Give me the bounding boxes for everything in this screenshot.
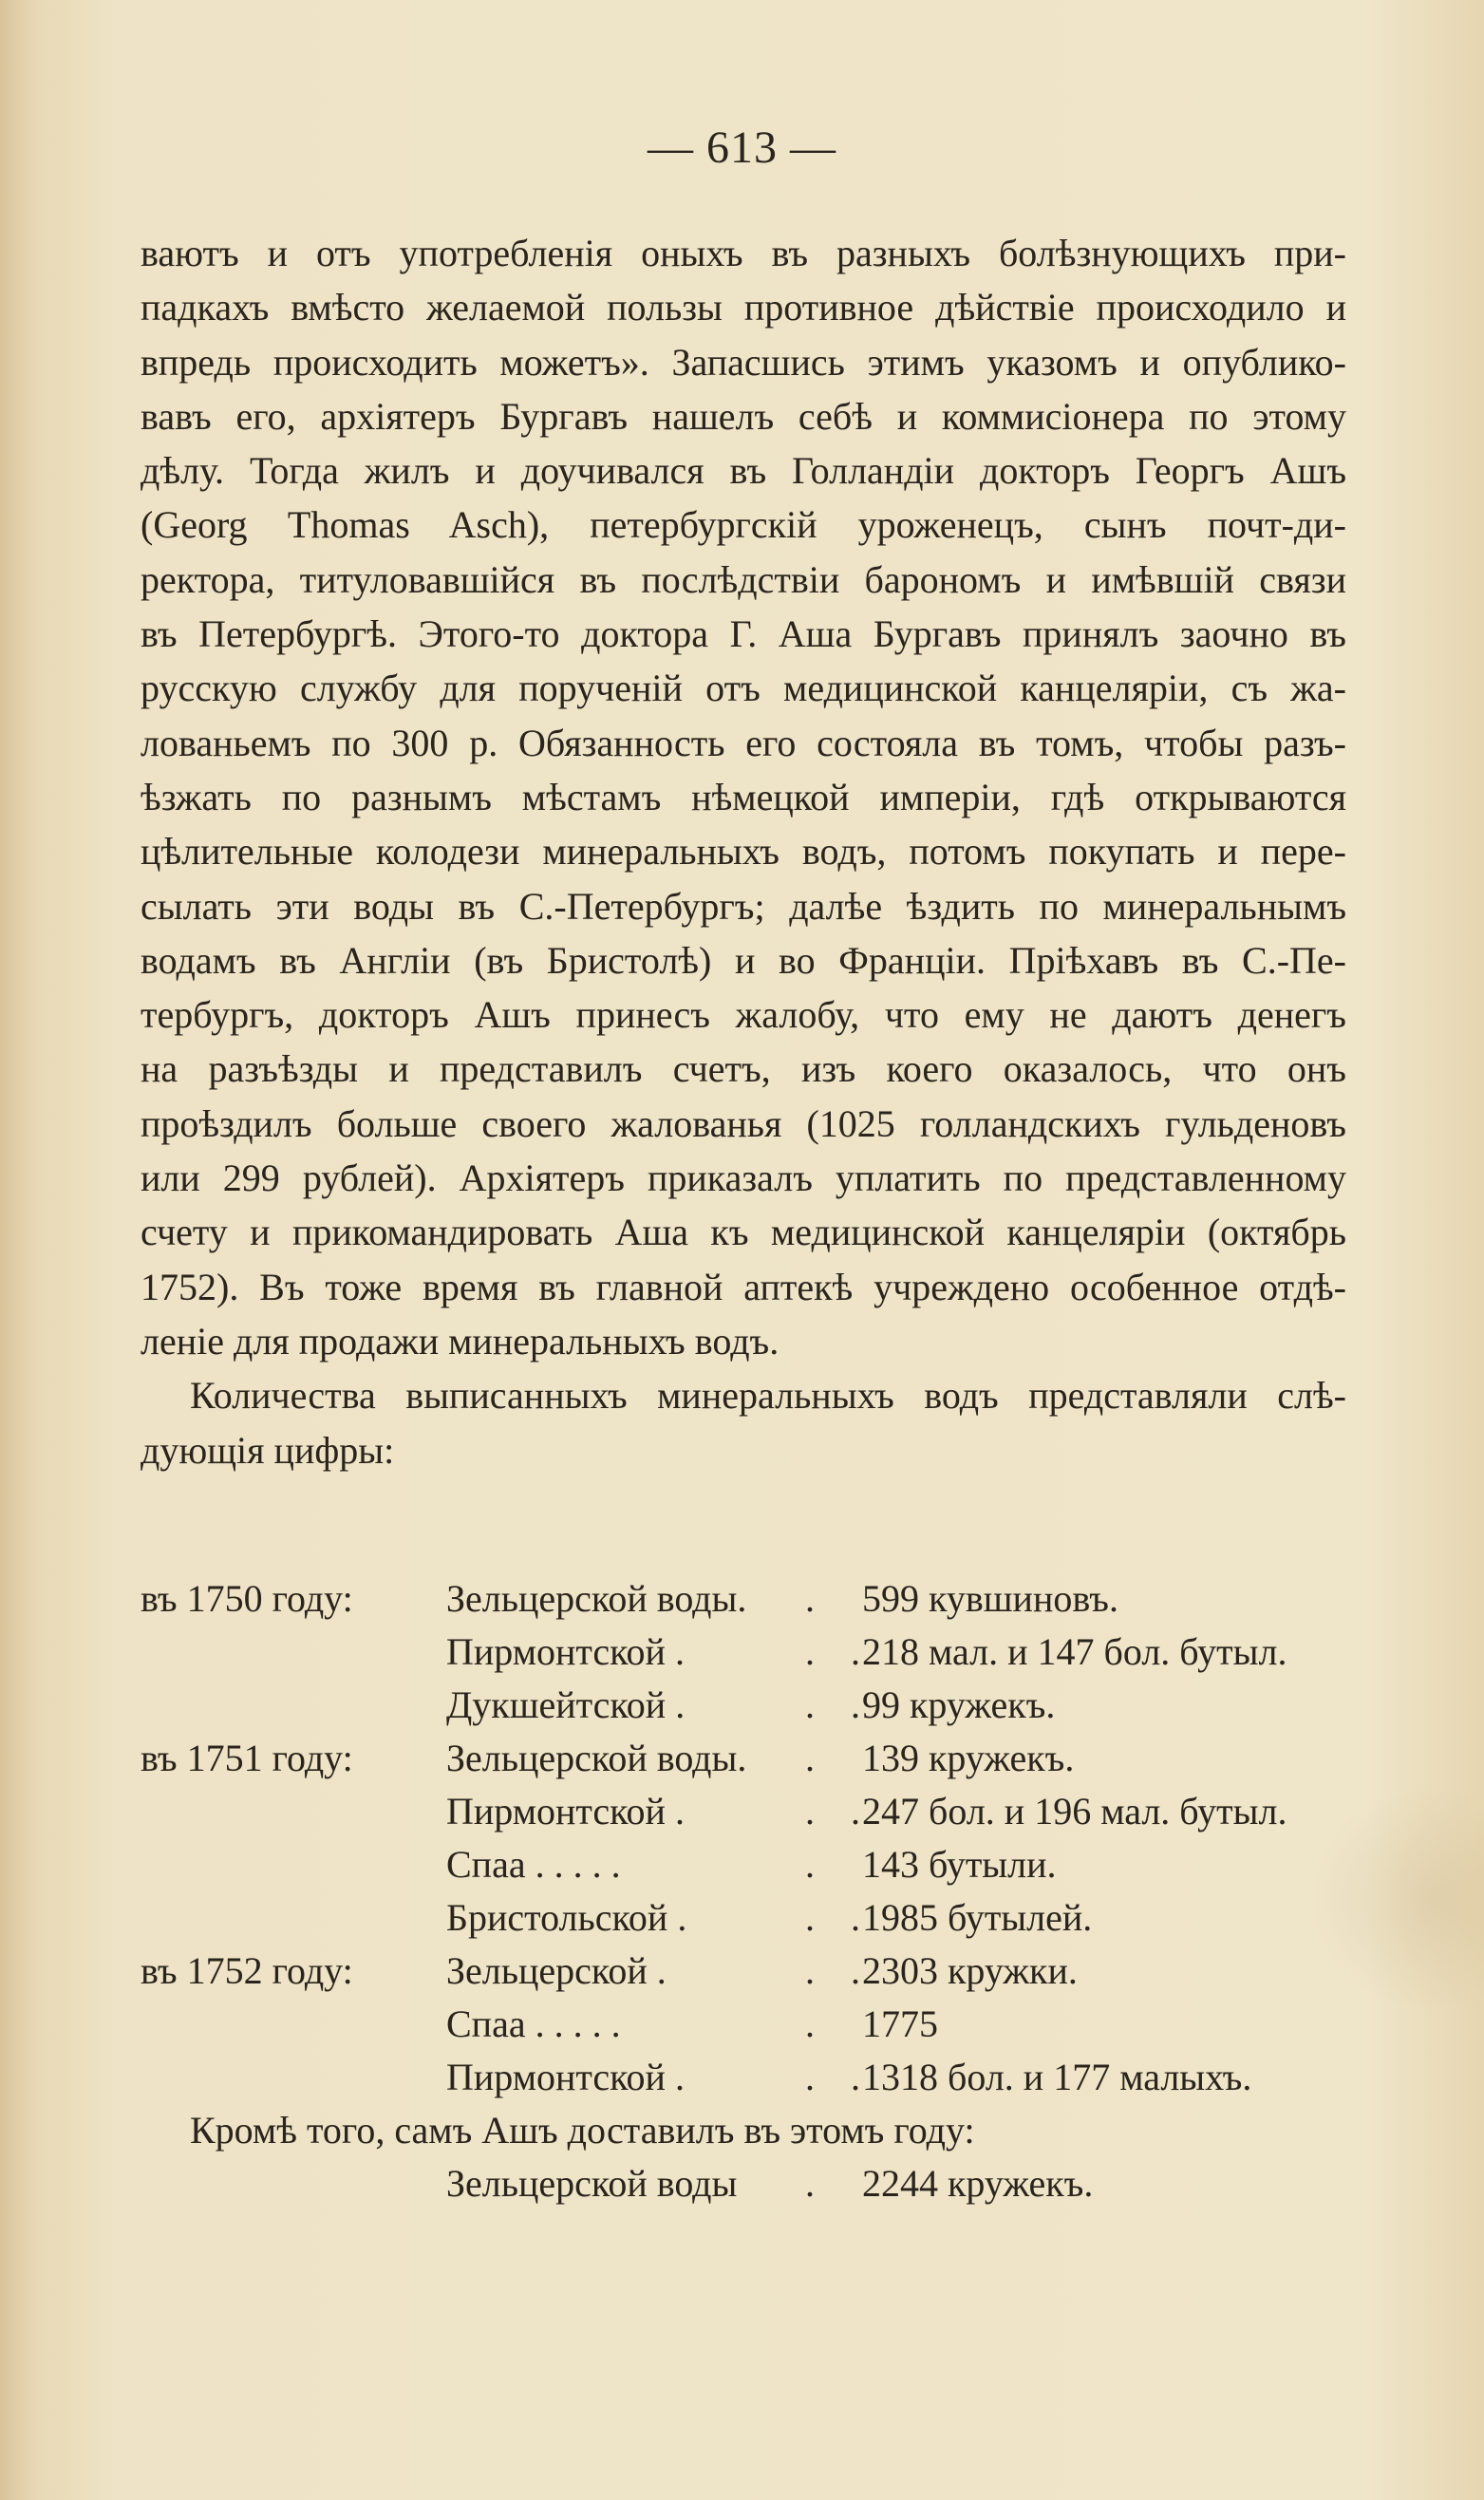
cell-water: Пирмонтской . — [446, 1790, 685, 1833]
cell-year: въ 1752 году: — [141, 1949, 353, 1992]
text-line: счету и прикомандировать Аша къ медицинской канцеляріи (октябрь — [141, 1211, 1346, 1254]
cell-water: Зельцерской . — [446, 1949, 667, 1992]
cell-qty: 2303 кружки. — [862, 1949, 1078, 1992]
text-line: 1752). Въ тоже время въ главной аптекѣ учреждено особенное отдѣ- — [141, 1265, 1346, 1308]
body-text — [141, 226, 1346, 1477]
cell-dots: . — [805, 1843, 828, 1886]
cell-dots: . — [805, 1737, 828, 1779]
table-row — [141, 1736, 1346, 1789]
cell-water: Пирмонтской . — [446, 1630, 685, 1673]
text-line: леніе для продажи минеральныхъ водъ. — [141, 1319, 780, 1363]
cell-dots: . . — [805, 1896, 873, 1939]
text-line: Количества выписанныхъ минеральныхъ водъ представляли слѣ- — [190, 1374, 1346, 1418]
text-line: водамъ въ Англіи (въ Бристолѣ) и во Франціи. Пріѣхавъ въ С.-Пе- — [141, 938, 1346, 982]
text-line: цѣлительные колодези минеральныхъ водъ, потомъ покупать и пере- — [141, 830, 1346, 874]
table-row — [141, 1682, 1346, 1736]
text-line: или 299 рублей). Архіятеръ приказалъ уплатить по представленному — [141, 1156, 1346, 1200]
text-line: падкахъ вмѣсто желаемой пользы противное дѣйствіе происходило и — [141, 286, 1346, 329]
table-row — [141, 2002, 1346, 2055]
text-line: лованьемъ по 300 р. Обязанность его состояла въ томъ, чтобы разъ- — [141, 721, 1346, 764]
cell-qty: 143 бутыли. — [862, 1843, 1057, 1886]
table-row — [141, 2055, 1346, 2108]
cell-dots: . . — [805, 1949, 873, 1992]
page-number: — 613 — — [648, 122, 836, 173]
cell-water: Пирмонтской . — [446, 2056, 685, 2098]
mineral-water-table — [141, 1576, 1346, 2214]
cell-qty: 99 кружекъ. — [862, 1683, 1056, 1726]
cell-year: въ 1750 году: — [141, 1577, 353, 1620]
cell-qty: 1318 бол. и 177 малыхъ. — [862, 2056, 1252, 2098]
table-row — [141, 1895, 1346, 1948]
text-line: (Georg Thomas Asch), петербургскій уроженецъ, сынъ почт-ди- — [141, 503, 1346, 547]
paragraph — [141, 226, 1346, 1368]
cell-water: Бристольской . — [446, 1896, 687, 1939]
paragraph — [141, 1368, 1346, 1477]
text-line: русскую службу для порученій отъ медицинской канцеляріи, съ жа- — [141, 667, 1346, 710]
note-line — [141, 2108, 1346, 2161]
cell-year: въ 1751 году: — [141, 1737, 353, 1779]
text-line: впредь происходить можетъ». Запасшись этимъ указомъ и опублико- — [141, 340, 1346, 384]
cell-dots: . . — [805, 1630, 873, 1673]
note-text: Кромѣ того, самъ Ашъ доставилъ въ этомъ году: — [190, 2109, 975, 2152]
cell-water: Зельцерской воды — [446, 2162, 738, 2205]
cell-qty: 247 бол. и 196 мал. бутыл. — [862, 1790, 1287, 1833]
cell-water: Дукшейтской . — [446, 1683, 686, 1726]
cell-dots: . . — [805, 1683, 873, 1726]
text-line: сылать эти воды въ С.-Петербургъ; далѣе ѣздить по минеральнымъ — [141, 884, 1346, 928]
text-line: ректора, титуловавшійся въ послѣдствіи барономъ и имѣвшій связи — [141, 557, 1346, 601]
text-line: проѣздилъ больше своего жалованья (1025 голландскихъ гульденовъ — [141, 1101, 1346, 1145]
text-line: на разъѣзды и представилъ счетъ, изъ коего оказалось, что онъ — [141, 1047, 1346, 1091]
text-line: въ Петербургѣ. Этого-то доктора Г. Аша Бургавъ принялъ заочно въ — [141, 612, 1346, 656]
text-line: тербургъ, докторъ Ашъ принесъ жалобу, что ему не даютъ денегъ — [141, 993, 1346, 1037]
cell-water: Спаа . . . . . — [446, 1843, 621, 1886]
cell-qty: 1985 бутылей. — [862, 1896, 1093, 1939]
cell-dots: . — [805, 2002, 828, 2045]
table-row — [141, 1576, 1346, 1629]
text-line: ѣзжать по разнымъ мѣстамъ нѣмецкой имперіи, гдѣ открываются — [141, 775, 1346, 818]
cell-water: Спаа . . . . . — [446, 2002, 621, 2045]
table-row — [141, 2161, 1346, 2214]
cell-dots: . . — [805, 1790, 873, 1833]
table-row — [141, 1789, 1346, 1842]
text-line: вавъ его, архіятеръ Бургавъ нашелъ себѣ и коммисіонера по этому — [141, 394, 1346, 438]
table-row — [141, 1948, 1346, 2002]
cell-water: Зельцерской воды. — [446, 1737, 747, 1779]
cell-qty: 2244 кружекъ. — [862, 2162, 1094, 2205]
paper-stain — [1310, 1785, 1484, 2013]
cell-water: Зельцерской воды. — [446, 1577, 747, 1620]
cell-dots: . . — [805, 2056, 873, 2098]
cell-qty: 139 кружекъ. — [862, 1737, 1075, 1779]
text-line: дующія цифры: — [141, 1428, 395, 1472]
text-line: дѣлу. Тогда жилъ и доучивался въ Голландіи докторъ Георгъ Ашъ — [141, 449, 1346, 493]
cell-qty: 1775 — [862, 2002, 938, 2045]
cell-qty: 218 мал. и 147 бол. бутыл. — [862, 1630, 1287, 1673]
table-row — [141, 1842, 1346, 1895]
table-row — [141, 1629, 1346, 1682]
cell-qty: 599 кувшиновъ. — [862, 1577, 1118, 1620]
cell-dots: . — [805, 2162, 815, 2205]
cell-dots: . — [805, 1577, 828, 1620]
text-line: ваютъ и отъ употребленія оныхъ въ разныхъ болѣзнующихъ при- — [141, 232, 1346, 274]
